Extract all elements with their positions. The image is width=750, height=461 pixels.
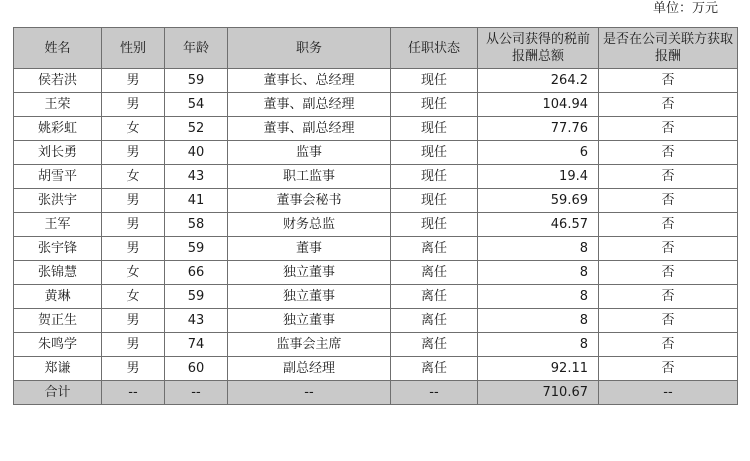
- cell-status: 现任: [391, 117, 478, 141]
- cell-age: 43: [165, 165, 228, 189]
- cell-age: 74: [165, 333, 228, 357]
- cell-age: 59: [165, 69, 228, 93]
- cell-related-party: 否: [599, 237, 738, 261]
- cell-name: 张洪宇: [14, 189, 102, 213]
- cell-age: 41: [165, 189, 228, 213]
- header-row: [14, 28, 738, 69]
- header-related-party: 是否在公司关联方获取报酬: [599, 28, 738, 69]
- cell-compensation: 8: [478, 237, 599, 261]
- table-row: [14, 69, 738, 93]
- cell-position: 董事、副总经理: [228, 117, 391, 141]
- cell-gender: 女: [102, 261, 165, 285]
- cell-position: 独立董事: [228, 285, 391, 309]
- cell-position: 董事、副总经理: [228, 93, 391, 117]
- cell-name: 侯若洪: [14, 69, 102, 93]
- cell-status: 离任: [391, 333, 478, 357]
- cell-status: 离任: [391, 309, 478, 333]
- cell-status: 现任: [391, 141, 478, 165]
- cell-gender: 女: [102, 117, 165, 141]
- cell-position: 监事会主席: [228, 333, 391, 357]
- cell-status: 现任: [391, 165, 478, 189]
- cell-name: 张锦慧: [14, 261, 102, 285]
- total-related-party: --: [599, 381, 738, 405]
- header-gender: 性别: [102, 28, 165, 69]
- cell-name: 王军: [14, 213, 102, 237]
- header-compensation: 从公司获得的税前报酬总额: [478, 28, 599, 69]
- cell-related-party: 否: [599, 117, 738, 141]
- table-row: [14, 333, 738, 357]
- cell-compensation: 92.11: [478, 357, 599, 381]
- cell-name: 姚彩虹: [14, 117, 102, 141]
- cell-related-party: 否: [599, 333, 738, 357]
- cell-related-party: 否: [599, 261, 738, 285]
- table-row: [14, 189, 738, 213]
- cell-name: 张宇锋: [14, 237, 102, 261]
- cell-compensation: 8: [478, 309, 599, 333]
- cell-related-party: 否: [599, 165, 738, 189]
- cell-status: 离任: [391, 285, 478, 309]
- total-row: [14, 381, 738, 405]
- table-row: [14, 117, 738, 141]
- cell-compensation: 6: [478, 141, 599, 165]
- cell-compensation: 59.69: [478, 189, 599, 213]
- cell-related-party: 否: [599, 213, 738, 237]
- total-gender: --: [102, 381, 165, 405]
- table-row: [14, 357, 738, 381]
- header-age: 年龄: [165, 28, 228, 69]
- cell-compensation: 46.57: [478, 213, 599, 237]
- cell-status: 离任: [391, 261, 478, 285]
- cell-related-party: 否: [599, 69, 738, 93]
- cell-position: 独立董事: [228, 261, 391, 285]
- cell-gender: 男: [102, 333, 165, 357]
- cell-gender: 男: [102, 213, 165, 237]
- total-position: --: [228, 381, 391, 405]
- cell-related-party: 否: [599, 189, 738, 213]
- total-label: 合计: [14, 381, 102, 405]
- cell-gender: 男: [102, 309, 165, 333]
- cell-gender: 男: [102, 189, 165, 213]
- cell-compensation: 19.4: [478, 165, 599, 189]
- cell-age: 60: [165, 357, 228, 381]
- cell-age: 43: [165, 309, 228, 333]
- cell-age: 52: [165, 117, 228, 141]
- compensation-table: [13, 27, 738, 405]
- cell-status: 现任: [391, 93, 478, 117]
- cell-related-party: 否: [599, 309, 738, 333]
- cell-age: 58: [165, 213, 228, 237]
- cell-compensation: 77.76: [478, 117, 599, 141]
- table-row: [14, 93, 738, 117]
- cell-status: 离任: [391, 237, 478, 261]
- cell-compensation: 264.2: [478, 69, 599, 93]
- cell-status: 现任: [391, 213, 478, 237]
- cell-gender: 男: [102, 93, 165, 117]
- cell-status: 现任: [391, 69, 478, 93]
- cell-gender: 男: [102, 141, 165, 165]
- table-row: [14, 309, 738, 333]
- cell-name: 王荣: [14, 93, 102, 117]
- cell-name: 郑谦: [14, 357, 102, 381]
- cell-compensation: 8: [478, 333, 599, 357]
- cell-name: 胡雪平: [14, 165, 102, 189]
- table-row: [14, 213, 738, 237]
- unit-label: 单位：万元: [652, 1, 718, 16]
- cell-compensation: 8: [478, 285, 599, 309]
- table-row: [14, 141, 738, 165]
- cell-status: 离任: [391, 357, 478, 381]
- cell-age: 54: [165, 93, 228, 117]
- header-position: 职务: [228, 28, 391, 69]
- cell-name: 贺正生: [14, 309, 102, 333]
- total-compensation: 710.67: [478, 381, 599, 405]
- cell-position: 监事: [228, 141, 391, 165]
- cell-position: 独立董事: [228, 309, 391, 333]
- header-status: 任职状态: [391, 28, 478, 69]
- cell-age: 59: [165, 285, 228, 309]
- cell-age: 66: [165, 261, 228, 285]
- cell-gender: 女: [102, 285, 165, 309]
- cell-position: 财务总监: [228, 213, 391, 237]
- table-row: [14, 285, 738, 309]
- cell-gender: 男: [102, 237, 165, 261]
- cell-related-party: 否: [599, 357, 738, 381]
- table-row: [14, 237, 738, 261]
- cell-gender: 男: [102, 357, 165, 381]
- cell-related-party: 否: [599, 285, 738, 309]
- total-age: --: [165, 381, 228, 405]
- total-status: --: [391, 381, 478, 405]
- cell-gender: 女: [102, 165, 165, 189]
- cell-related-party: 否: [599, 141, 738, 165]
- cell-compensation: 8: [478, 261, 599, 285]
- cell-status: 现任: [391, 189, 478, 213]
- table-row: [14, 261, 738, 285]
- cell-gender: 男: [102, 69, 165, 93]
- table-row: [14, 165, 738, 189]
- cell-position: 董事长、总经理: [228, 69, 391, 93]
- cell-name: 朱鸣学: [14, 333, 102, 357]
- cell-related-party: 否: [599, 93, 738, 117]
- cell-position: 副总经理: [228, 357, 391, 381]
- cell-name: 黄琳: [14, 285, 102, 309]
- cell-position: 董事会秘书: [228, 189, 391, 213]
- cell-compensation: 104.94: [478, 93, 599, 117]
- cell-age: 40: [165, 141, 228, 165]
- cell-name: 刘长勇: [14, 141, 102, 165]
- cell-position: 职工监事: [228, 165, 391, 189]
- header-name: 姓名: [14, 28, 102, 69]
- cell-age: 59: [165, 237, 228, 261]
- cell-position: 董事: [228, 237, 391, 261]
